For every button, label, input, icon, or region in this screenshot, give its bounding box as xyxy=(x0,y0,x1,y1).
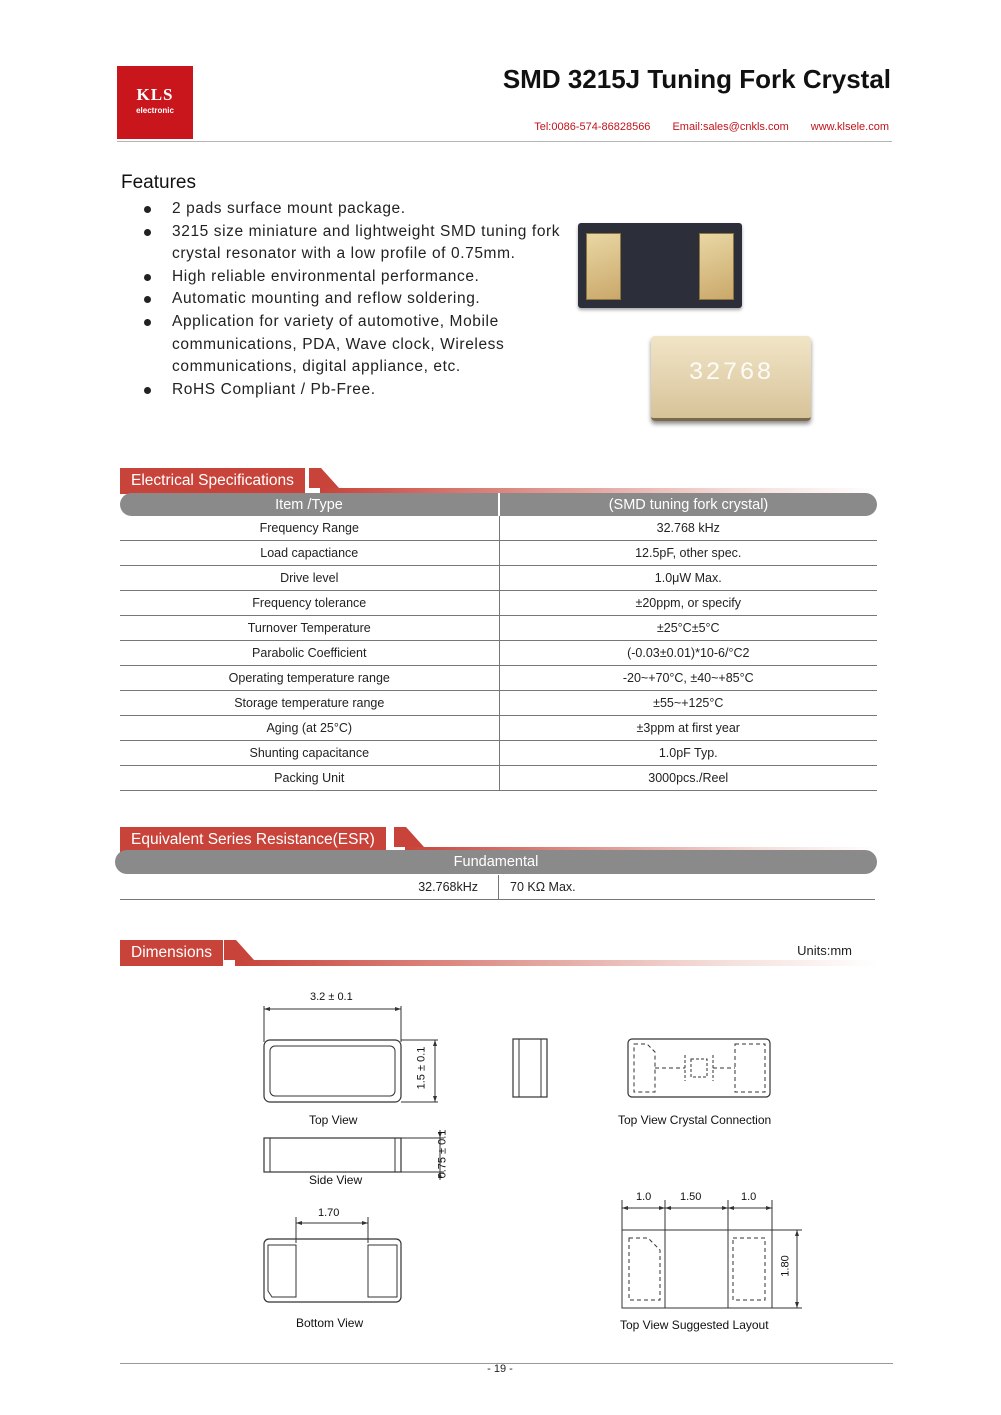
feature-item: RoHS Compliant / Pb-Free. xyxy=(142,379,572,402)
chip-marking: 32768 xyxy=(688,358,774,387)
row-item: Frequency tolerance xyxy=(120,591,499,616)
crystal-top-photo xyxy=(651,336,811,421)
table-row xyxy=(120,741,877,766)
dim-side-height: 0.75 ± 0.1 xyxy=(436,1129,449,1179)
esr-heading: Equivalent Series Resistance(ESR) xyxy=(120,827,386,853)
table-row xyxy=(120,616,877,641)
row-value: ±3ppm at first year xyxy=(499,716,877,741)
features-list xyxy=(142,198,572,401)
page-number: - 19 - xyxy=(487,1363,513,1375)
dimensions-banner xyxy=(120,940,877,966)
row-value: (-0.03±0.01)*10-6/°C2 xyxy=(499,641,877,666)
row-value: ±20ppm, or specify xyxy=(499,591,877,616)
row-item: Turnover Temperature xyxy=(120,616,499,641)
dim-layout-b: 1.50 xyxy=(680,1191,702,1203)
caption-top-view: Top View xyxy=(309,1113,358,1127)
row-item: Packing Unit xyxy=(120,766,499,791)
dim-top-width: 3.2 ± 0.1 xyxy=(310,991,353,1003)
solder-pad xyxy=(586,233,621,300)
row-value: 3000pcs./Reel xyxy=(499,766,877,791)
esr-frequency: 32.768kHz xyxy=(418,880,478,894)
row-item: Storage temperature range xyxy=(120,691,499,716)
header-divider xyxy=(117,141,892,142)
electrical-spec-table xyxy=(120,493,877,791)
feature-item: 2 pads surface mount package. xyxy=(142,198,572,221)
crystal-connection-drawing xyxy=(625,1035,773,1105)
table-row xyxy=(120,516,877,541)
email-link[interactable]: Email:sales@cnkls.com xyxy=(672,121,789,133)
esr-row xyxy=(120,875,875,900)
feature-item: 3215 size miniature and lightweight SMD tuning fork crystal resonator with a low profile of 0.75mm. xyxy=(142,221,572,266)
caption-bottom-view: Bottom View xyxy=(296,1316,364,1330)
logo-text: KLS xyxy=(136,85,174,104)
table-row xyxy=(120,766,877,791)
bottom-view-drawing xyxy=(262,1215,412,1315)
contact-line xyxy=(512,121,889,133)
row-item: Shunting capacitance xyxy=(120,741,499,766)
row-value: 12.5pF, other spec. xyxy=(499,541,877,566)
table-row xyxy=(120,566,877,591)
table-row xyxy=(120,641,877,666)
feature-item: Application for variety of automotive, Mobile communications, PDA, Wave clock, Wireless communications, digital appliance, etc. xyxy=(142,311,572,379)
col-item-header: Item /Type xyxy=(120,493,499,516)
tel-text: Tel:0086-574-86828566 xyxy=(534,121,651,133)
row-value: -20~+70°C, ±40~+85°C xyxy=(499,666,877,691)
esr-value: 70 KΩ Max. xyxy=(510,880,576,894)
caption-side-view: Side View xyxy=(309,1173,363,1187)
company-logo xyxy=(117,66,193,139)
table-row xyxy=(120,691,877,716)
col-value-header: (SMD tuning fork crystal) xyxy=(499,493,877,516)
row-value: ±25°C±5°C xyxy=(499,616,877,641)
logo-subtext: electronic xyxy=(136,106,174,115)
feature-item: Automatic mounting and reflow soldering. xyxy=(142,288,572,311)
solder-pad xyxy=(699,233,734,300)
caption-crystal-connection: Top View Crystal Connection xyxy=(618,1113,772,1127)
row-value: ±55~+125°C xyxy=(499,691,877,716)
dim-bottom-width: 1.70 xyxy=(318,1207,340,1219)
dim-top-height: 1.5 ± 0.1 xyxy=(415,1046,428,1090)
row-value: 1.0pF Typ. xyxy=(499,741,877,766)
dim-layout-height: 1.80 xyxy=(779,1255,792,1277)
page-title: SMD 3215J Tuning Fork Crystal xyxy=(502,64,891,94)
end-view-drawing xyxy=(510,1035,550,1105)
table-row xyxy=(120,666,877,691)
row-item: Load capactiance xyxy=(120,541,499,566)
electrical-heading: Electrical Specifications xyxy=(120,468,305,494)
row-item: Parabolic Coefficient xyxy=(120,641,499,666)
dim-layout-c: 1.0 xyxy=(741,1191,757,1203)
table-row xyxy=(120,716,877,741)
column-divider xyxy=(498,875,499,899)
row-value: 32.768 kHz xyxy=(499,516,877,541)
crystal-bottom-photo xyxy=(578,223,742,308)
dimensions-heading: Dimensions xyxy=(120,940,223,966)
banner-gradient xyxy=(235,960,877,966)
feature-item: High reliable environmental performance. xyxy=(142,266,572,289)
website-link[interactable]: www.klsele.com xyxy=(810,121,889,133)
caption-suggested-layout: Top View Suggested Layout xyxy=(620,1318,769,1332)
electrical-banner xyxy=(120,468,877,494)
table-header xyxy=(120,493,877,516)
units-label: Units:mm xyxy=(797,943,852,958)
row-item: Operating temperature range xyxy=(120,666,499,691)
row-value: 1.0μW Max. xyxy=(499,566,877,591)
table-row xyxy=(120,541,877,566)
table-row xyxy=(120,591,877,616)
row-item: Drive level xyxy=(120,566,499,591)
esr-column-header: Fundamental xyxy=(115,850,877,874)
dim-layout-a: 1.0 xyxy=(636,1191,652,1203)
row-item: Aging (at 25°C) xyxy=(120,716,499,741)
features-heading: Features xyxy=(121,172,196,193)
row-item: Frequency Range xyxy=(120,516,499,541)
